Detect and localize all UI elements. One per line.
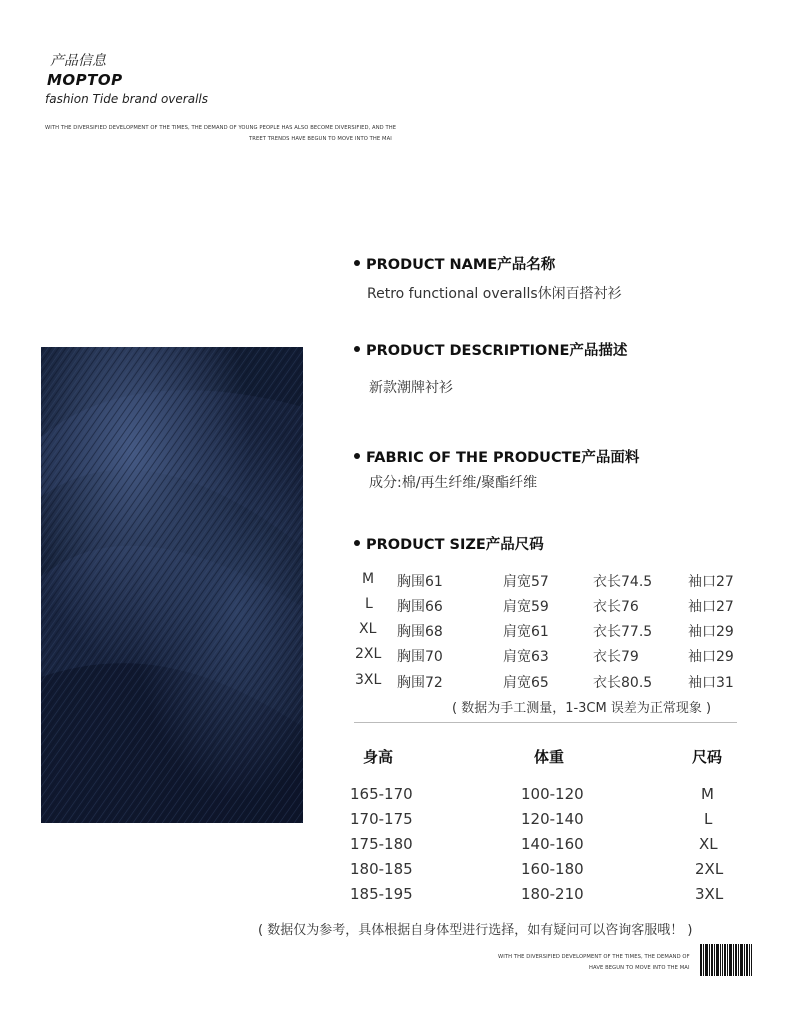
bullet-icon xyxy=(354,540,360,546)
chest-cell: 胸围72 xyxy=(397,675,443,691)
cuff-cell: 袖口27 xyxy=(688,599,734,615)
product-size-title: PRODUCT SIZE产品尺码 xyxy=(354,533,544,554)
cuff-cell: 袖口29 xyxy=(688,624,734,640)
size-cell: XL xyxy=(699,835,718,853)
length-cell: 衣长76 xyxy=(593,599,639,615)
header-tagline-2: TREET TRENDS HAVE BEGUN TO MOVE INTO THE MAI xyxy=(249,136,392,142)
header-size: 尺码 xyxy=(692,748,723,766)
product-name-title: PRODUCT NAME产品名称 xyxy=(354,253,555,274)
cuff-cell: 袖口31 xyxy=(688,675,734,691)
brand-subtitle: fashion Tide brand overalls xyxy=(45,92,208,106)
size-cell: L xyxy=(704,810,713,828)
cuff-cell: 袖口27 xyxy=(688,574,734,590)
size-cell: L xyxy=(365,596,373,612)
weight-cell: 180-210 xyxy=(521,885,584,903)
shoulder-cell: 肩宽63 xyxy=(503,649,549,665)
height-cell: 180-185 xyxy=(350,860,413,878)
denim-fabric-image xyxy=(41,347,303,823)
bullet-icon xyxy=(354,260,360,266)
chest-cell: 胸围68 xyxy=(397,624,443,640)
product-description-value: 新款潮牌衬衫 xyxy=(369,380,453,396)
length-cell: 衣长77.5 xyxy=(593,624,653,640)
height-cell: 170-175 xyxy=(350,810,413,828)
size-cell: XL xyxy=(359,621,377,637)
size-cell: M xyxy=(701,785,714,803)
footer-tagline-2: HAVE BEGUN TO MOVE INTO THE MAI xyxy=(589,965,690,971)
size-cell: M xyxy=(362,571,375,587)
shoulder-cell: 肩宽61 xyxy=(503,624,549,640)
shoulder-cell: 肩宽57 xyxy=(503,574,549,590)
brand-name: MOPTOP xyxy=(47,71,123,89)
length-cell: 衣长79 xyxy=(593,649,639,665)
header-tagline-1: WITH THE DIVERSIFIED DEVELOPMENT OF THE TIMES, THE DEMAND OF YOUNG PEOPLE HAS ALSO BECOME DIVERSIFIED, AND THE xyxy=(45,125,397,131)
chest-cell: 胸围66 xyxy=(397,599,443,615)
product-fabric-value: 成分:棉/再生纤维/聚酯纤维 xyxy=(369,475,538,491)
divider xyxy=(354,722,737,723)
weight-cell: 140-160 xyxy=(521,835,584,853)
weight-cell: 120-140 xyxy=(521,810,584,828)
size-cell: 2XL xyxy=(355,646,382,662)
length-cell: 衣长74.5 xyxy=(593,574,653,590)
shoulder-cell: 肩宽65 xyxy=(503,675,549,691)
size-note: ( 数据为手工测量，1-3CM 误差为正常现象 ) xyxy=(452,701,712,716)
chest-cell: 胸围61 xyxy=(397,574,443,590)
height-cell: 185-195 xyxy=(350,885,413,903)
size-cell: 2XL xyxy=(695,860,724,878)
bullet-icon xyxy=(354,346,360,352)
bullet-icon xyxy=(354,453,360,459)
header-weight: 体重 xyxy=(534,748,565,766)
cuff-cell: 袖口29 xyxy=(688,649,734,665)
product-name-value: Retro functional overalls休闲百搭衬衫 xyxy=(367,286,622,302)
footer-disclaimer: ( 数据仅为参考，具体根据自身体型进行选择，如有疑问可以咨询客服哦！ ) xyxy=(258,923,693,938)
size-cell: 3XL xyxy=(695,885,724,903)
length-cell: 衣长80.5 xyxy=(593,675,653,691)
barcode-icon xyxy=(700,944,752,976)
height-cell: 175-180 xyxy=(350,835,413,853)
height-cell: 165-170 xyxy=(350,785,413,803)
chest-cell: 胸围70 xyxy=(397,649,443,665)
header-height: 身高 xyxy=(363,748,394,766)
product-description-title: PRODUCT DESCRIPTIONE产品描述 xyxy=(354,339,627,360)
weight-cell: 100-120 xyxy=(521,785,584,803)
shoulder-cell: 肩宽59 xyxy=(503,599,549,615)
footer-tagline-1: WITH THE DIVERSIFIED DEVELOPMENT OF THE TIMES, THE DEMAND OF xyxy=(498,954,690,960)
weight-cell: 160-180 xyxy=(521,860,584,878)
info-label: 产品信息 xyxy=(50,53,106,69)
size-cell: 3XL xyxy=(355,672,382,688)
product-fabric-title: FABRIC OF THE PRODUCTE产品面料 xyxy=(354,446,639,467)
